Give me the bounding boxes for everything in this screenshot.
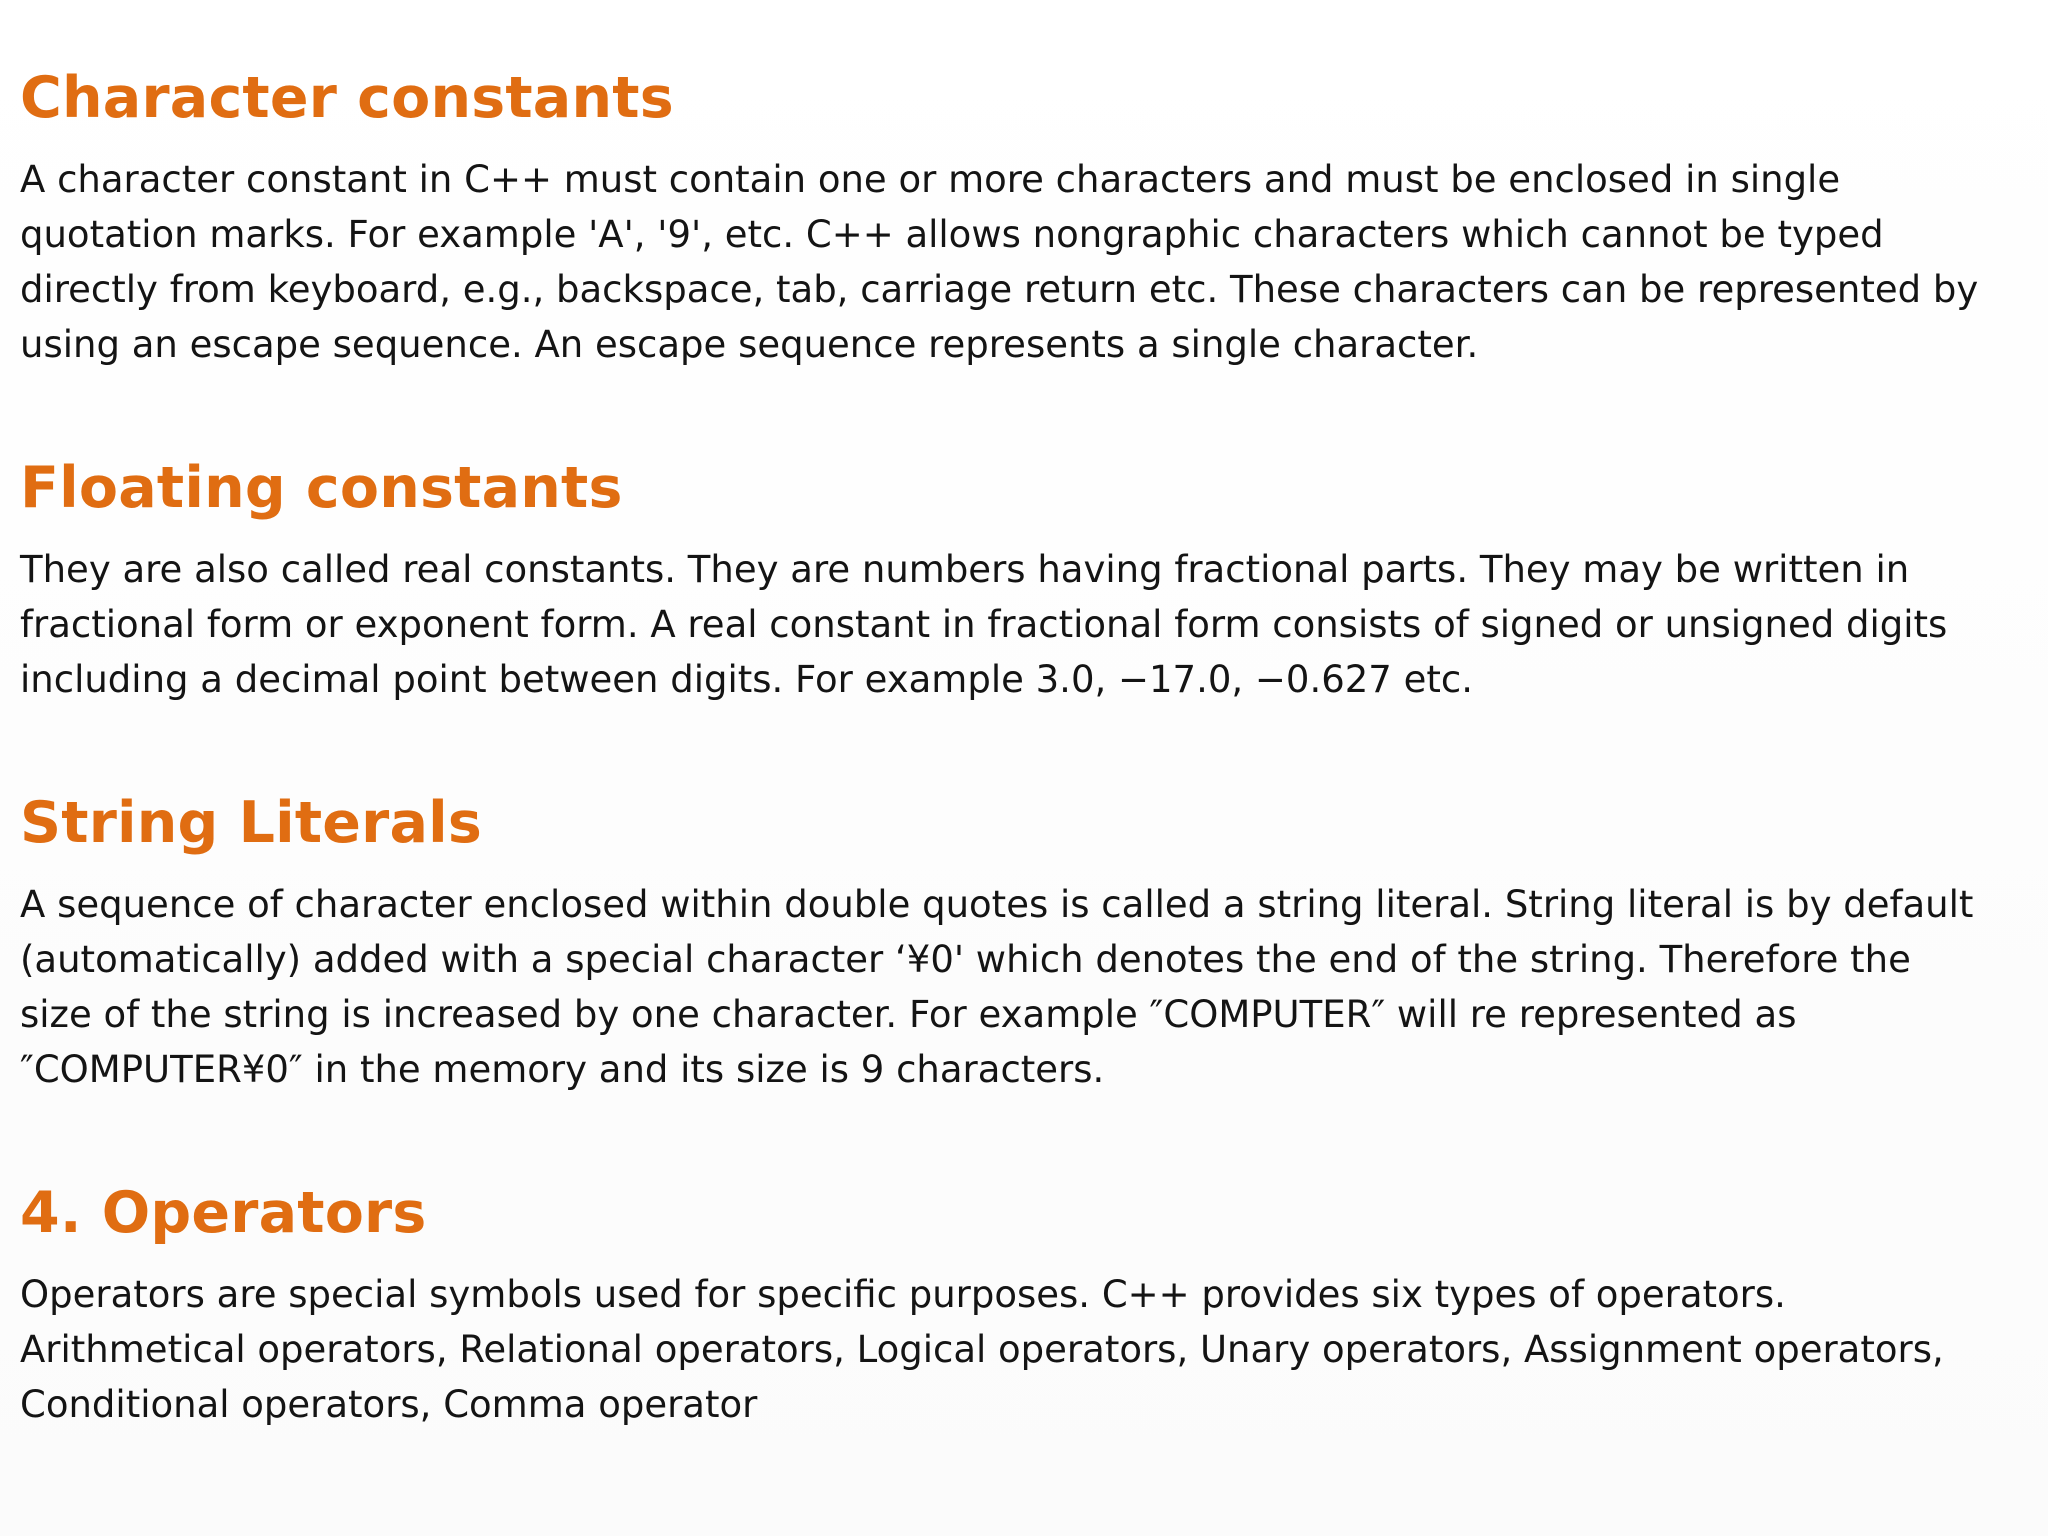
text-line: A character constant in C++ must contain one or more characters and must be enclosed in single xyxy=(20,158,1841,201)
heading-operators: 4. Operators xyxy=(20,1180,427,1246)
paragraph-floating-constants xyxy=(20,542,2028,707)
section-string-literals xyxy=(20,783,2028,1097)
heading-floating-constants: Floating constants xyxy=(20,455,623,521)
text-line: size of the string is increased by one character. For example ″COMPUTER″ will re represented as xyxy=(20,993,1797,1036)
text-line: directly from keyboard, e.g., backspace, tab, carriage return etc. These characters can be represented by xyxy=(20,268,1979,311)
text-line: fractional form or exponent form. A real constant in fractional form consists of signed or unsigned digits xyxy=(20,603,1948,646)
text-line: using an escape sequence. An escape sequence represents a single character. xyxy=(20,323,1479,366)
text-line: They are also called real constants. They are numbers having fractional parts. They may be written in xyxy=(20,548,1910,591)
text-line: quotation marks. For example 'A', '9', etc. C++ allows nongraphic characters which cannot be typed xyxy=(20,213,1884,256)
text-line: Operators are special symbols used for specific purposes. C++ provides six types of operators. xyxy=(20,1273,1786,1316)
text-line: Arithmetical operators, Relational operators, Logical operators, Unary operators, Assignment operators, xyxy=(20,1328,1944,1371)
heading-string-literals: String Literals xyxy=(20,790,482,856)
section-floating-constants xyxy=(20,448,2028,707)
text-line: (automatically) added with a special character ‘¥0' which denotes the end of the string. Therefore the xyxy=(20,938,1911,981)
section-operators xyxy=(20,1173,2028,1432)
text-line: Conditional operators, Comma operator xyxy=(20,1383,758,1426)
text-line: including a decimal point between digits. For example 3.0, −17.0, −0.627 etc. xyxy=(20,658,1473,701)
section-character-constants xyxy=(20,58,2028,372)
paragraph-string-literals xyxy=(20,877,2028,1097)
heading-character-constants: Character constants xyxy=(20,65,674,131)
text-line: A sequence of character enclosed within double quotes is called a string literal. String literal is by default xyxy=(20,883,1974,926)
paragraph-operators xyxy=(20,1267,2028,1432)
paragraph-character-constants xyxy=(20,152,2028,372)
text-line: ″COMPUTER¥0″ in the memory and its size is 9 characters. xyxy=(20,1048,1105,1091)
